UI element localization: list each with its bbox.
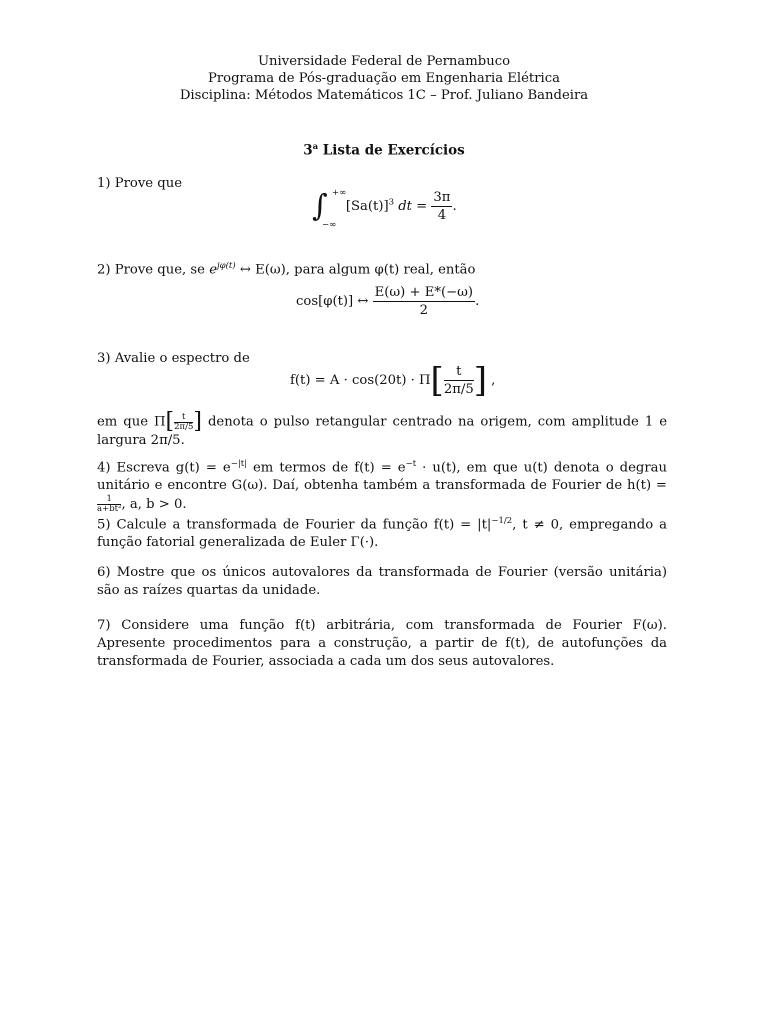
integral-upper-limit: +∞ [332, 188, 347, 198]
exercise-1-label: 1) Prove que [97, 176, 183, 191]
exercise-5-text: 5) Calcule a transformada de Fourier da função $f(t) = |t|^{-1/2}$, t ≠ 0, empregando a função fatorial generalizada de Euler Γ(·). [97, 516, 667, 551]
integrand: $[Sa(t)]^3$ dt = [345, 197, 432, 214]
exercise-1-equation: ∫ +∞ −∞ $[Sa(t)]^3$ dt = $\frac{3\pi}{4}$ . [312, 188, 457, 230]
exercise-6-text: 6) Mostre que os únicos autovalores da transformada de Fourier (versão unitária) são as raízes quartas da unidade. [97, 565, 667, 598]
page-title [0, 142, 768, 159]
exercise-3-equation: f(t) = A · cos(20t) · Π[ $\frac{t}{2\pi/5}$ ] , [290, 360, 496, 401]
university-name: Universidade Federal de Pernambuco [257, 54, 511, 69]
exercise-3-label: 3) Avalie o espectro de [97, 351, 250, 366]
result-fraction: $\frac{3\pi}{4}$ [433, 190, 451, 223]
integral-sign: ∫ [312, 188, 328, 224]
exercise-3-text: em que Π[ $\frac{t}{2\pi/5}$ ] denota o pulso retangular centrado na origem, com amplitude 1 e largura 2π/5. [97, 409, 667, 448]
exercise-2-equation: cos[φ(t)] ↔ $\frac{E(\omega) + E*(-\omega)}{2}$ . [296, 285, 480, 318]
title-text: Lista de Exercícios [318, 142, 465, 159]
title-ordinal: a [312, 142, 319, 152]
exercise-2-text: 2) Prove que, se $e^{j\varphi(t)}$ ↔ E(ω), para algum φ(t) real, então [97, 261, 476, 278]
fourier-fraction: $\frac{E(\omega) + E*(-\omega)}{2}$ [374, 285, 474, 318]
exercise-7-text: 7) Considere uma função f(t) arbitrária, com transformada de Fourier F(ω). Apresente procedimentos para a construção, a partir de f(t), de autofunções da transformada de Fourier, associada a cada um dos seus autovalores. [97, 618, 667, 669]
title-number: 3 [303, 142, 313, 159]
program-name: Programa de Pós-graduação em Engenharia Elétrica [207, 71, 561, 86]
integral-lower-limit: −∞ [322, 220, 337, 230]
exercise-4-text: 4) Escreva $g(t) = e^{-|t|}$ em termos de $f(t) = e^{-t} \cdot u(t)$, em que u(t) denota o degrau unitário e encontre G(ω). Daí, obtenha também a transformada de Fourier de h(t) = $\frac{1}{\text{a+bt²}}$ , a, b > 0. [97, 459, 667, 515]
course-line: Disciplina: Métodos Matemáticos 1C – Prof. Juliano Bandeira [179, 88, 589, 103]
